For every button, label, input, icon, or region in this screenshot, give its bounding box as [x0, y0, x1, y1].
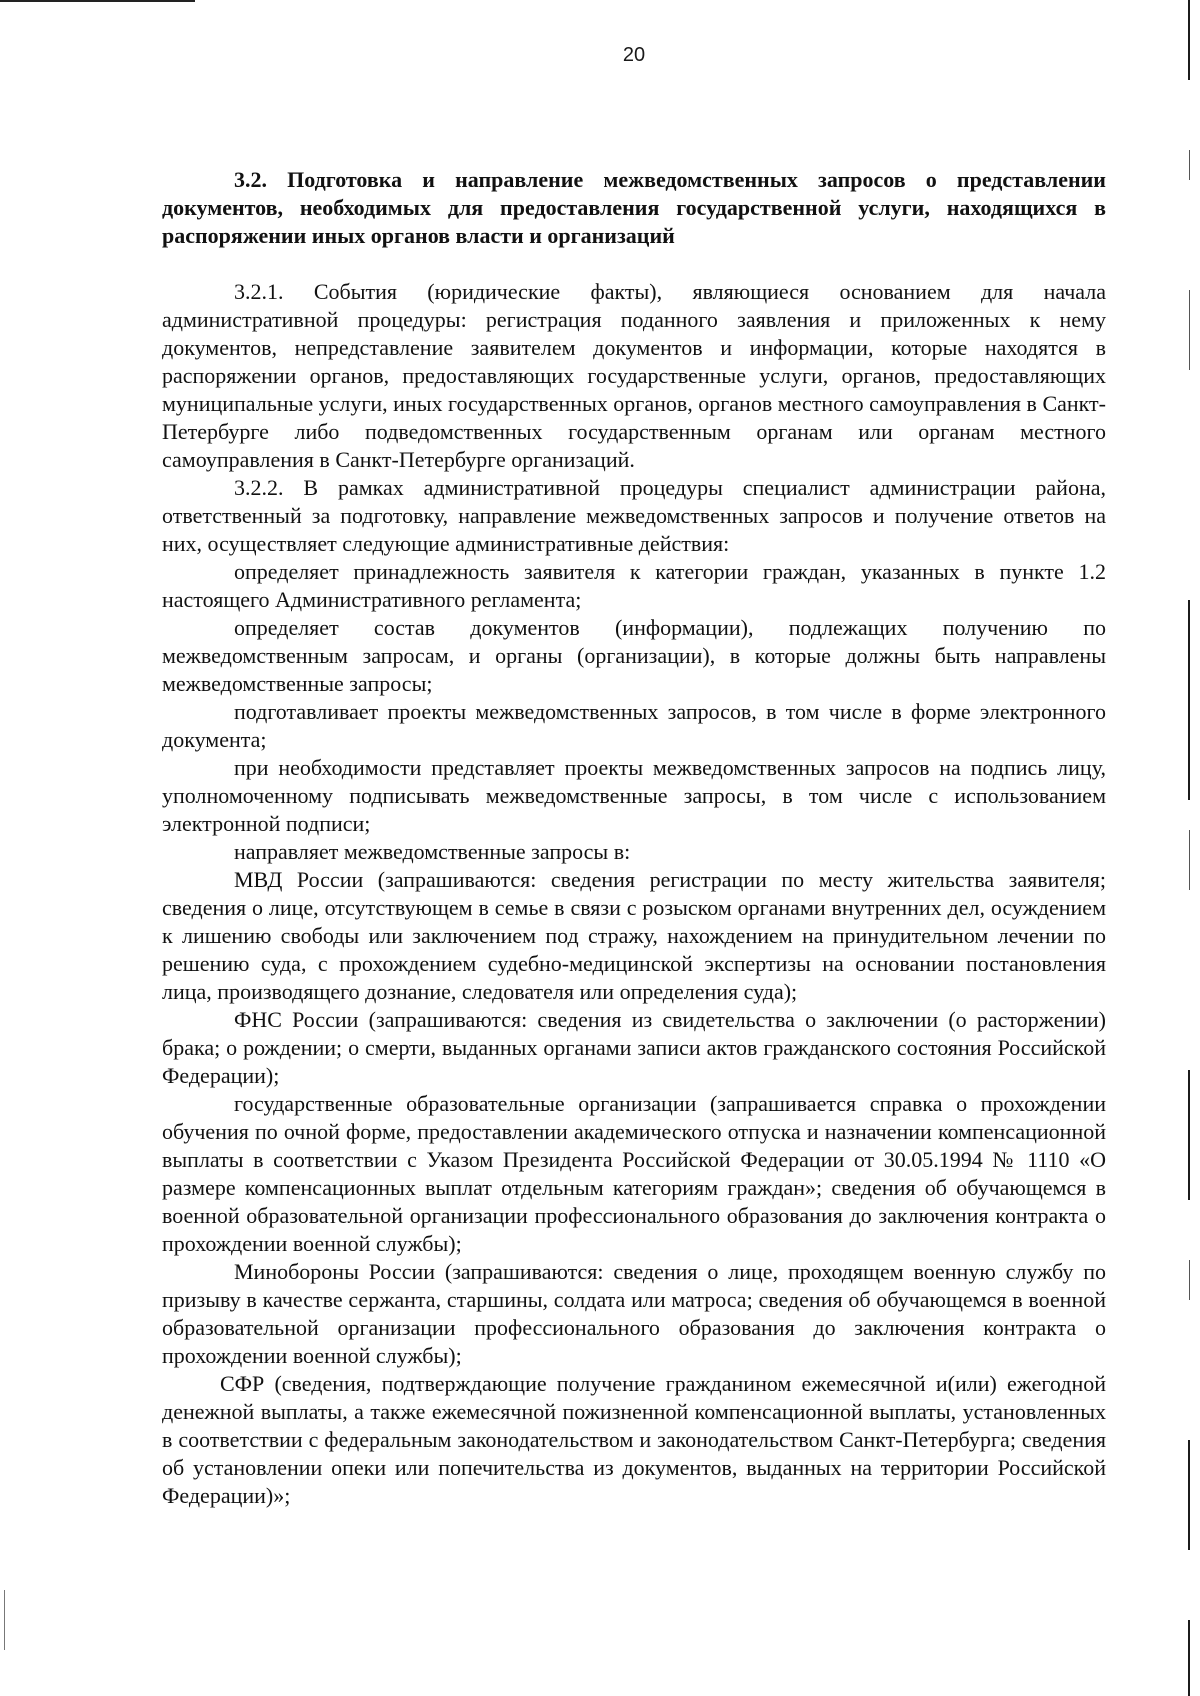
paragraph: СФР (сведения, подтверждающие получение гражданином ежемесячной и(или) ежегодной денежной выплаты, а также ежемесячной пожизненной компенсационной выплаты, установленных в соответствии с федеральным законодательством и законодательством Санкт-Петербурга; сведения об установлении опеки или попечительства из документов, выданных на территории Российской Федерации)»;: [162, 1371, 1106, 1508]
paragraph: 3.2.1. События (юридические факты), являющиеся основанием для начала административной процедуры: регистрация поданного заявления и приложенных к нему документов, непредставление заявителем документов и информации, которые находятся в распоряжении органов, предоставляющих государственные услуги, органов, предоставляющих муниципальные услуги, иных государственных органов, органов местного самоуправления в Санкт-Петербурге либо подведомственных государственным органам или органам местного самоуправления в Санкт-Петербурге организаций.: [162, 279, 1106, 472]
scan-right-edge-mark: [1188, 1620, 1190, 1696]
paragraph: направляет межведомственные запросы в:: [234, 839, 631, 864]
scan-right-edge-mark: [1189, 150, 1190, 180]
scan-right-edge-mark: [1188, 1070, 1190, 1200]
paragraph: 3.2.2. В рамках административной процедуры специалист администрации района, ответственный за подготовку, направление межведомственных запросов и получение ответов на них, осуществляет следующие административные действия:: [162, 475, 1106, 556]
paragraph: определяет состав документов (информации), подлежащих получению по межведомственным запросам, и органы (организации), в которые должны быть направлены межведомственные запросы;: [162, 615, 1106, 696]
page-number: 20: [622, 44, 646, 66]
scan-right-edge-mark: [1189, 830, 1190, 890]
scan-left-edge-mark: [4, 1590, 5, 1650]
paragraph: определяет принадлежность заявителя к категории граждан, указанных в пункте 1.2 настоящего Административного регламента;: [162, 559, 1106, 612]
scan-right-edge-mark: [1188, 600, 1190, 800]
paragraph: государственные образовательные организации (запрашивается справка о прохождении обучения по очной форме, предоставлении академического отпуска и назначении компенсационной выплаты в соответствии с Указом Президента Российской Федерации от 30.05.1994 № 1110 «О размере компенсационных выплат отдельным категориям граждан»; сведения об обучающемся в военной образовательной организации профессионального образования до заключения контракта о прохождении военной службы);: [162, 1091, 1106, 1256]
scan-top-rule: [0, 0, 195, 2]
scan-right-edge-mark: [1189, 290, 1190, 370]
paragraph: при необходимости представляет проекты межведомственных запросов на подпись лицу, уполномоченному подписывать межведомственные запросы, в том числе с использованием электронной подписи;: [162, 755, 1106, 836]
paragraph: Минобороны России (запрашиваются: сведения о лице, проходящем военную службу по призыву в качестве сержанта, старшины, солдата или матроса; сведения об обучающемся в военной образовательной организации профессионального образования до заключения контракта о прохождении военной службы);: [162, 1259, 1106, 1368]
paragraph: МВД России (запрашиваются: сведения регистрации по месту жительства заявителя; сведения о лице, отсутствующем в семье в связи с розыском органами внутренних дел, осуждением к лишению свободы или заключением под стражу, нахождением на принудительном лечении по решению суда, с прохождением судебно-медицинской экспертизы на основании постановления лица, производящего дознание, следователя или определения суда);: [162, 867, 1106, 1004]
section-heading: 3.2. Подготовка и направление межведомственных запросов о представлении документов, необходимых для предоставления государственной услуги, находящихся в распоряжении иных органов власти и организаций: [162, 167, 1106, 248]
paragraph: ФНС России (запрашиваются: сведения из свидетельства о заключении (о расторжении) брака; о рождении; о смерти, выданных органами записи актов гражданского состояния Российской Федерации);: [162, 1007, 1106, 1088]
scan-right-edge-mark: [1188, 0, 1190, 80]
body-text: [162, 278, 1106, 1510]
paragraph: подготавливает проекты межведомственных запросов, в том числе в форме электронного документа;: [162, 699, 1106, 752]
scan-right-edge-mark: [1188, 1440, 1190, 1550]
scan-right-edge-mark: [1189, 1260, 1190, 1300]
